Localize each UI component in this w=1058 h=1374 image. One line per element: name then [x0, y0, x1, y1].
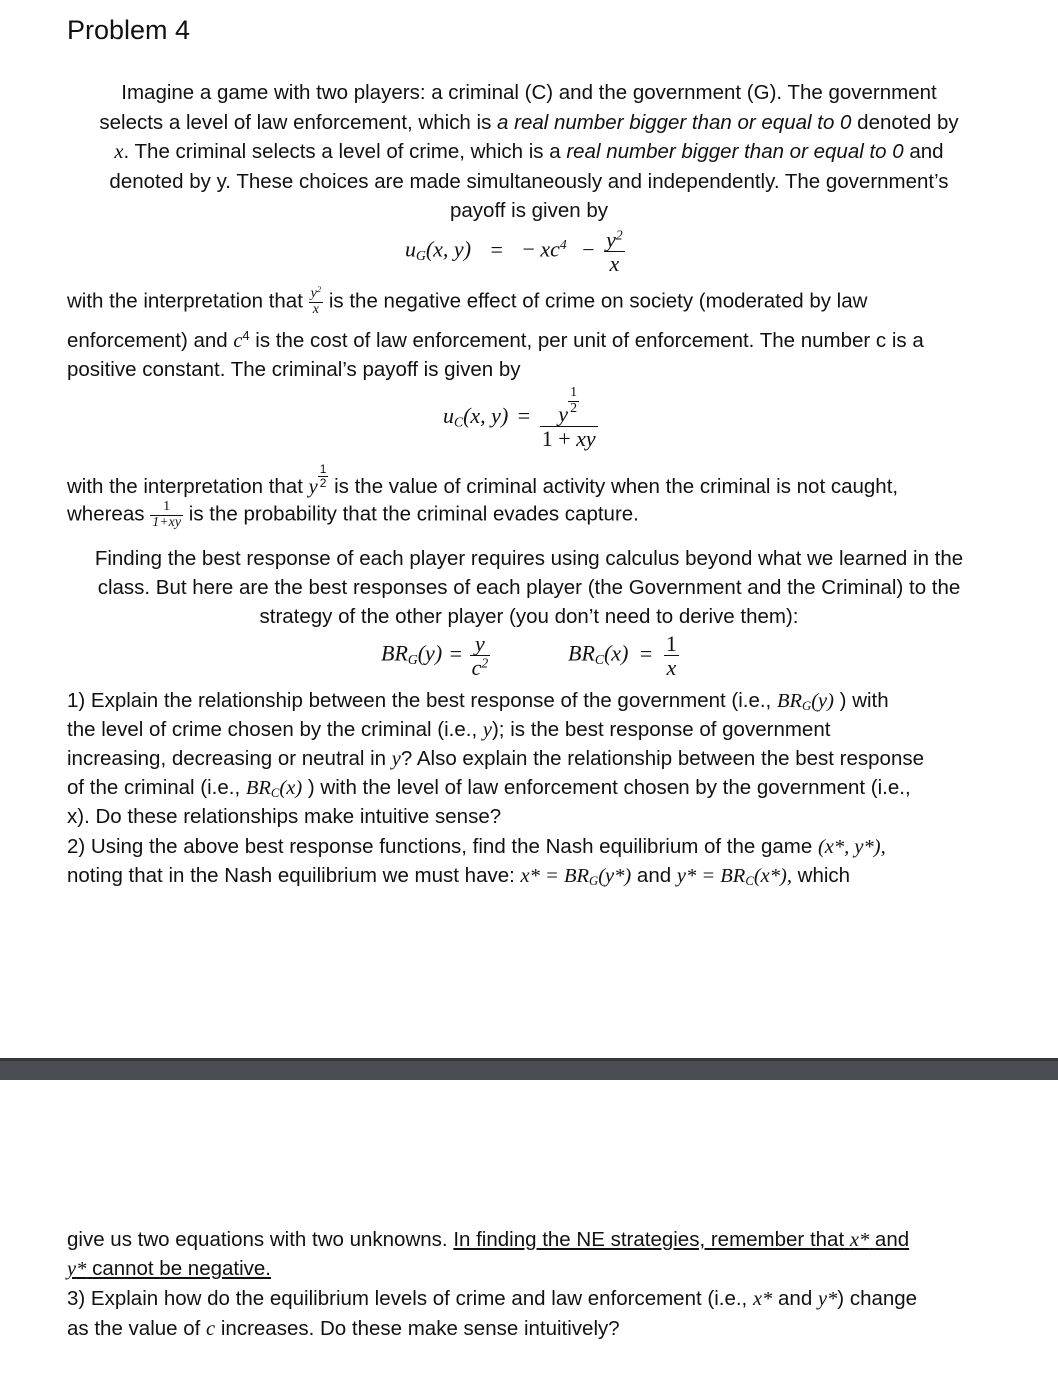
government-payoff-fraction: $\frac{y^2}{x}$ [606, 227, 623, 277]
intro-line-4: denoted by y. These choices are made simultaneously and independently. The government’s [109, 170, 949, 193]
criminal-payoff-equation: $u_C(x$, y) = y $\frac{1}{2}$ 1 + xy [443, 385, 596, 451]
q3-line-2: as the value of c increases. Do these make sense intuitively? [67, 1317, 620, 1340]
finding-line-3: strategy of the other player (you don’t need to derive them): [259, 605, 799, 628]
br-criminal-fraction: $\frac{1}{x}$ [665, 631, 677, 681]
q2-line-1: 2) Using the above best response functions, find the Nash equilibrium of the game (x*, y*), [67, 835, 886, 858]
gov-interp-line-2: enforcement) and $c^4$ is the cost of law enforcement, per unit of enforcement. The number c is a [67, 328, 924, 352]
q1-line-3: increasing, decreasing or neutral in y? Also explain the relationship between the best response [67, 747, 924, 770]
gov-interp-line-1: with the interpretation that $\frac{y^2}{x}$ is the negative effect of crime on society (moderated by law [67, 284, 868, 317]
crim-interp-line-2: whereas $\frac{1}{1+xy}$ is the probability that the criminal evades capture. [67, 499, 639, 530]
crim-interp-line-1: with the interpretation that y $\frac{1}{2}$ is the value of criminal activity when the criminal is not caught, [67, 462, 899, 499]
negative-effect-fraction: $\frac{y^2}{x}$ [310, 284, 322, 317]
gov-interp-line-3: positive constant. The criminal’s payoff is given by [67, 358, 521, 381]
government-payoff-equation: $u_G(x$, y) = − $xc^4$ − $\frac{y^2}{x}$ [405, 227, 623, 277]
criminal-payoff-fraction: y $\frac{1}{2}$ 1 + xy [541, 385, 596, 451]
q1-line-4: of the criminal (i.e., $BR_C(x)$ ) with the level of law enforcement chosen by the government (i.e., [67, 776, 911, 801]
br-government-fraction: $\frac{y}{c^2}$ [471, 631, 489, 681]
continuation-line-2: y* cannot be negative. [67, 1257, 272, 1280]
q1-line-5: x). Do these relationships make intuitive sense? [67, 805, 502, 828]
intro-line-3: x. The criminal selects a level of crime, which is a real number bigger than or equal to 0 and [114, 140, 944, 163]
q2-line-2: noting that in the Nash equilibrium we must have: $x* = BR_G(y*)$ and $y* = BR_C(x*)$, which [67, 864, 851, 889]
q1-line-2: the level of crime chosen by the criminal (i.e., y); is the best response of government [67, 718, 831, 741]
finding-line-1: Finding the best response of each player requires using calculus beyond what we learned in the [94, 547, 964, 570]
br-government-equation: $BR_G(y)$ = $\frac{y}{c^2}$ [381, 631, 489, 681]
q1-line-1: 1) Explain the relationship between the best response of the government (i.e., $BR_G(y)$ ) with [67, 689, 889, 714]
intro-line-1: Imagine a game with two players: a criminal (C) and the government (G). The government [121, 81, 937, 104]
intro-line-5: payoff is given by [449, 199, 609, 222]
q3-line-1: 3) Explain how do the equilibrium levels of crime and law enforcement (i.e., x* and y*) change [67, 1287, 918, 1310]
half-exponent: $\frac{1}{2}$ [319, 462, 327, 490]
evasion-probability-fraction: $\frac{1}{1+xy}$ [152, 499, 182, 530]
intro-line-2: selects a level of law enforcement, which is a real number bigger than or equal to 0 denoted by [99, 111, 959, 134]
br-criminal-equation: $BR_C(x)$ = $\frac{1}{x}$ [568, 631, 677, 681]
page-divider [0, 1058, 1058, 1080]
finding-line-2: class. But here are the best responses of each player (the Government and the Criminal) to the [97, 576, 961, 599]
continuation-line-1: give us two equations with two unknowns. In finding the NE strategies, remember that x* and [67, 1228, 910, 1251]
problem-title: Problem 4 [67, 15, 191, 45]
